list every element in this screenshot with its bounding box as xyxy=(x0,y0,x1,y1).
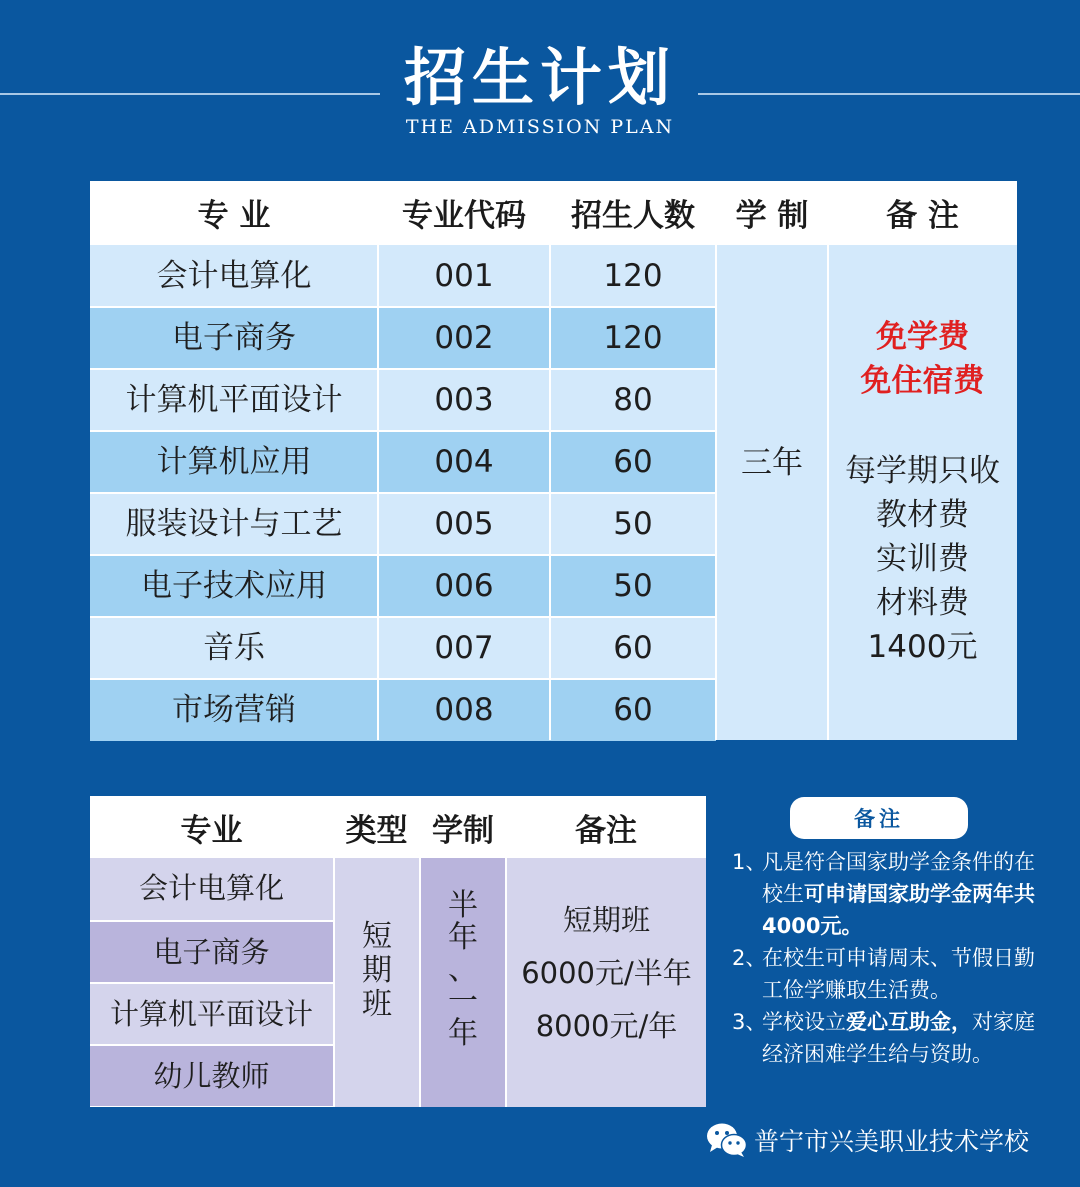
free-tuition-text: 免学费 xyxy=(876,319,969,355)
column-header-remark: 备注 xyxy=(575,813,637,849)
table-cell-code: 003 xyxy=(378,369,550,431)
wechat-icon xyxy=(706,1121,748,1159)
duration-cell xyxy=(716,245,828,740)
table-cell-count: 60 xyxy=(550,679,716,741)
table-cell-count: 60 xyxy=(550,617,716,679)
note-number: 3、 xyxy=(732,1010,767,1034)
table-cell-major: 会计电算化 xyxy=(90,245,378,307)
remark-line: 短期班 xyxy=(562,903,650,937)
table-cell-count: 50 xyxy=(550,555,716,617)
table-cell-code: 005 xyxy=(378,493,550,555)
row-divider xyxy=(90,492,716,494)
row-divider xyxy=(90,678,716,680)
admission-plan-table xyxy=(90,181,1017,740)
fee-line: 教材费 xyxy=(876,497,969,533)
fee-line: 每学期只收 xyxy=(845,453,1000,489)
row-divider xyxy=(90,616,716,618)
duration-value: 三年 xyxy=(741,445,803,481)
column-header-major: 专 业 xyxy=(197,198,271,234)
note-number: 2、 xyxy=(732,946,767,970)
note-item xyxy=(732,942,1052,1006)
note-highlight: 可申请国家助学金两年共4000元。 xyxy=(762,882,1035,938)
fee-line: 材料费 xyxy=(876,585,969,621)
table-cell-code: 007 xyxy=(378,617,550,679)
column-header-count: 招生人数 xyxy=(571,198,695,234)
note-item xyxy=(732,1006,1052,1070)
page-subtitle: THE ADMISSION PLAN xyxy=(405,116,675,138)
table-cell-major: 会计电算化 xyxy=(90,858,333,920)
school-name: 普宁市兴美职业技术学校 xyxy=(754,1127,1030,1156)
row-divider xyxy=(90,430,716,432)
column-header-major: 专业 xyxy=(180,813,243,849)
note-item xyxy=(732,846,1052,942)
note-highlight: 爱心互助金， xyxy=(846,1010,972,1034)
table-cell-major: 市场营销 xyxy=(90,679,378,741)
fee-amount: 1400元 xyxy=(867,629,978,665)
table-cell-major: 电子商务 xyxy=(90,307,378,369)
remark-line: 8000元/年 xyxy=(535,1009,678,1043)
column-divider xyxy=(377,245,379,740)
page-title: 招生计划 xyxy=(403,41,676,114)
note-number: 1、 xyxy=(732,850,767,874)
column-divider xyxy=(827,245,829,740)
column-header-duration: 学 制 xyxy=(735,198,809,234)
row-divider xyxy=(90,554,716,556)
table-cell-count: 60 xyxy=(550,431,716,493)
table-cell-major: 音乐 xyxy=(90,617,378,679)
remark-cell xyxy=(507,858,706,1107)
remark-line: 6000元/半年 xyxy=(521,956,692,990)
table-cell-code: 002 xyxy=(378,307,550,369)
duration-cell xyxy=(421,858,505,1107)
column-divider xyxy=(549,245,551,740)
duration-value: 半 年 、 一 年 xyxy=(448,888,478,1051)
table-cell-code: 001 xyxy=(378,245,550,307)
column-divider xyxy=(715,245,717,740)
type-cell xyxy=(335,858,419,1107)
short-course-table xyxy=(90,796,706,1107)
free-housing-text: 免住宿费 xyxy=(860,363,985,399)
table-cell-count: 80 xyxy=(550,369,716,431)
table-cell-major: 计算机平面设计 xyxy=(90,984,333,1044)
table-cell-code: 006 xyxy=(378,555,550,617)
column-header-duration: 学制 xyxy=(432,813,494,849)
table-cell-major: 电子技术应用 xyxy=(90,555,378,617)
note-text: 在校生可申请周末、节假日勤工俭学赚取生活费。 xyxy=(762,946,1035,1002)
notes-title-badge: 备注 xyxy=(790,797,968,839)
fee-line: 实训费 xyxy=(876,541,969,577)
table-cell-code: 004 xyxy=(378,431,550,493)
column-header-code: 专业代码 xyxy=(402,198,526,234)
table-cell-major: 计算机平面设计 xyxy=(90,369,378,431)
table-cell-major: 幼儿教师 xyxy=(90,1046,333,1106)
row-divider xyxy=(90,306,716,308)
table-cell-major: 服装设计与工艺 xyxy=(90,493,378,555)
type-value: 短 期 班 xyxy=(362,919,392,1022)
table-cell-major: 计算机应用 xyxy=(90,431,378,493)
notes-list xyxy=(732,846,1052,1070)
remark-cell xyxy=(828,245,1017,740)
note-text: 学校设立 xyxy=(762,1010,846,1034)
table-cell-count: 120 xyxy=(550,245,716,307)
note-text: 凡是符合国家助学金条件的在校生 xyxy=(762,850,1035,906)
note-text: 对家庭经济困难学生给与资助。 xyxy=(762,1010,1035,1066)
column-header-remark: 备 注 xyxy=(886,198,959,234)
table-cell-count: 50 xyxy=(550,493,716,555)
table-cell-code: 008 xyxy=(378,679,550,741)
footer-account xyxy=(706,1118,1029,1162)
column-header-type: 类型 xyxy=(345,813,408,849)
row-divider xyxy=(90,368,716,370)
table-cell-major: 电子商务 xyxy=(90,922,333,982)
table-cell-count: 120 xyxy=(550,307,716,369)
